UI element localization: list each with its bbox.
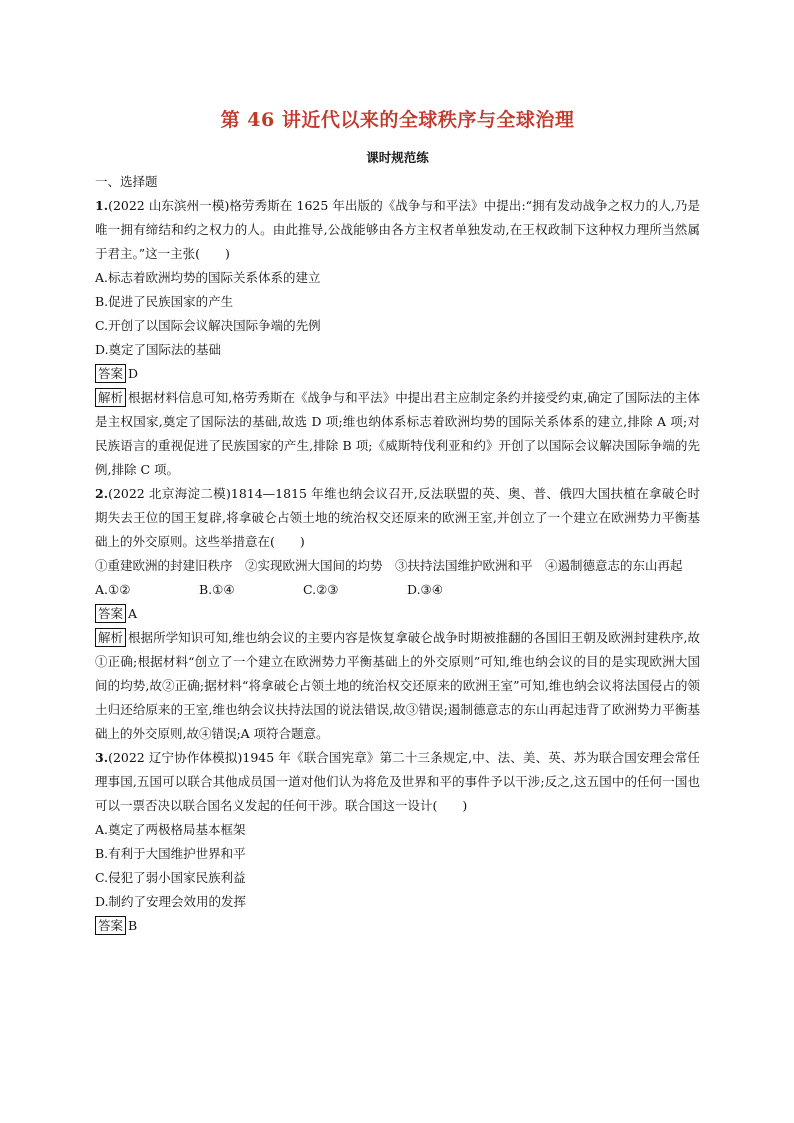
option-a: A.标志着欧洲均势的国际关系体系的建立 [95,270,321,285]
answer-line [95,362,700,386]
answer-line [95,914,700,938]
question-stem: (2022 辽宁协作体模拟)1945 年《联合国宪章》第二十三条规定,中、法、美、英、苏为联合国安理会常任理事国,五国可以联合其他成员国一道对他们认为将危及世界和平的事件予以干涉;反之,这五国中的任何一国也可以一票否决以联合国名义发起的任何干涉。联合国这一设计( ) [95,750,700,813]
question-number: 2. [95,486,109,501]
answer-label: 答案 [95,604,126,623]
options-row [95,578,700,602]
question-number: 1. [95,198,109,213]
question-statements: ①重建欧洲的封建旧秩序 ②实现欧洲大国间的均势 ③扶持法国维护欧洲和平 ④遏制德意志的东山再起 [95,558,683,573]
question-2 [95,482,700,554]
question-number: 3. [95,750,109,765]
answer-value: A [128,606,138,621]
explanation-text: 根据所学知识可知,维也纳会议的主要内容是恢复拿破仑战争时期被推翻的各国旧王朝及欧洲封建秩序,故①正确;根据材料“创立了一个建立在欧洲势力平衡基础上的外交原则”可知,维也纳会议的目的是实现欧洲大国间的均势,故②正确;据材料“将拿破仑占领土地的统治权交还原来的欧洲王室”可知,维也纳会议将法国侵占的领土归还给原来的王室,维也纳会议扶持法国的说法错误,故③错误;遏制德意志的东山再起违背了欧洲势力平衡基础上的外交原则,故④错误;A 项符合题意。 [95,630,700,741]
question-1 [95,194,700,266]
option-d: D.③④ [407,582,443,597]
question-stem: (2022 北京海淀二模)1814—1815 年维也纳会议召开,反法联盟的英、奥、普、俄四大国扶植在拿破仑时期失去王位的国王复辟,将拿破仑占领土地的统治权交还原来的欧洲王室,并创立了一个建立在欧洲势力平衡基础上的外交原则。这些举措意在( ) [95,486,700,549]
explanation-label: 解析 [95,628,126,647]
answer-value: B [128,918,138,933]
question-3 [95,746,700,818]
option-b: B.有利于大国维护世界和平 [95,846,246,861]
option-a: A.①② [95,582,131,597]
page-title: 第 46 讲近代以来的全球秩序与全球治理 [220,109,575,131]
document-page [95,100,700,938]
answer-value: D [128,366,139,381]
explanation [95,626,700,746]
question-stem: (2022 山东滨州一模)格劳秀斯在 1625 年出版的《战争与和平法》中提出:“拥有发动战争之权力的人,乃是唯一拥有缔结和约之权力的人。由此推导,公战能够由各方主权者单独发动,在王权政制下这种权力理所当然属于君主。”这一主张( ) [95,198,700,261]
answer-label: 答案 [95,364,126,383]
option-c: C.侵犯了弱小国家民族利益 [95,870,246,885]
option-d: D.奠定了国际法的基础 [95,342,222,357]
explanation-text: 根据材料信息可知,格劳秀斯在《战争与和平法》中提出君主应制定条约并接受约束,确定了国际法的主体是主权国家,奠定了国际法的基础,故选 D 项;维也纳体系标志着欧洲均势的国际关系体系的建立,排除 A 项;对民族语言的重视促进了民族国家的产生,排除 B 项;《威斯特伐利亚和约》开创了以国际会议解决国际争端的先例,排除 C 项。 [95,390,700,477]
answer-label: 答案 [95,916,126,935]
explanation-label: 解析 [95,388,126,407]
option-b: B.促进了民族国家的产生 [95,294,234,309]
section-heading: 一、选择题 [95,174,158,189]
option-c: C.开创了以国际会议解决国际争端的先例 [95,318,321,333]
answer-line [95,602,700,626]
option-b: B.①④ [199,582,235,597]
option-c: C.②③ [303,582,339,597]
option-d: D.制约了安理会效用的发挥 [95,894,247,909]
page-subtitle: 课时规范练 [366,150,429,165]
option-a: A.奠定了两极格局基本框架 [95,822,246,837]
explanation [95,386,700,482]
